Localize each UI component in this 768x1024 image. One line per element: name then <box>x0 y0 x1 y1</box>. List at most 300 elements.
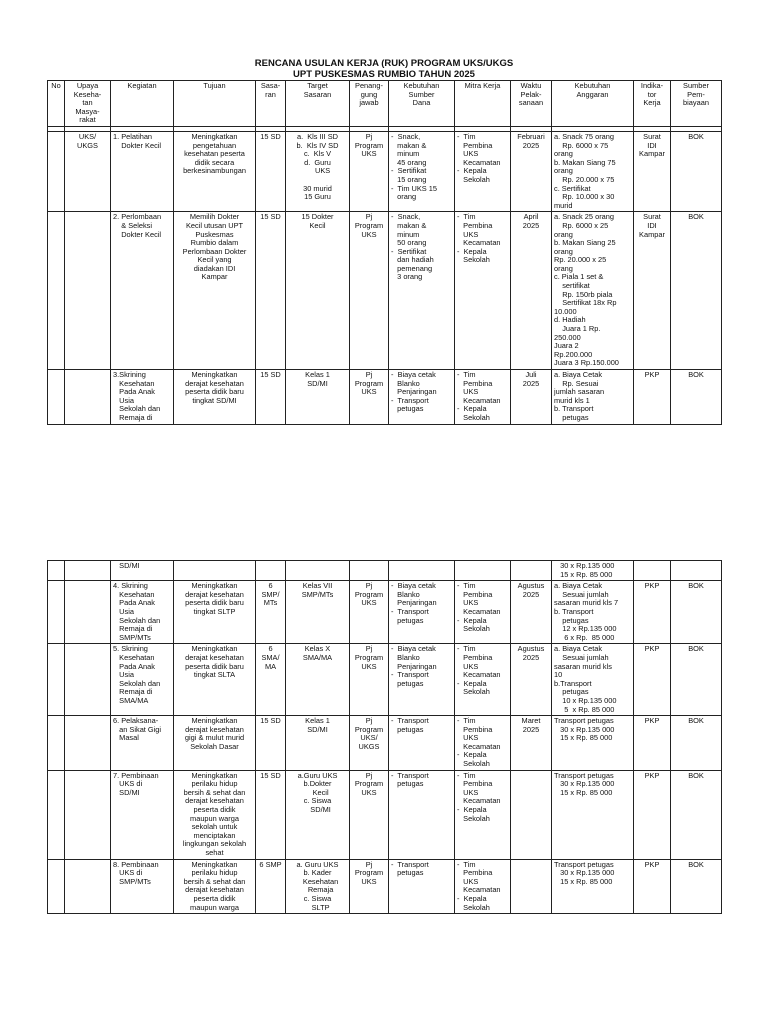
text-line: gigi & mulut murid <box>184 733 245 743</box>
text-line: PKP <box>644 770 660 780</box>
text-line: 4. Skrining <box>113 581 148 591</box>
tujuan-cell <box>174 770 256 859</box>
text-line: SD/MI <box>307 724 328 734</box>
text-line: diadakan IDI <box>193 263 236 273</box>
indikator-cell <box>634 716 671 771</box>
ruk-table-page2 <box>47 560 722 914</box>
text-line: SLTP <box>305 902 330 912</box>
text-line: UKS <box>361 598 377 608</box>
text-line: BOK <box>688 131 704 141</box>
text-line: UKS <box>361 787 377 797</box>
penanggung-jawab-cell <box>350 859 389 914</box>
mitra-kerja-cell <box>455 131 511 211</box>
text-line: MTs <box>263 598 278 608</box>
text-line: Target <box>307 81 328 90</box>
sumber-cell <box>671 561 722 581</box>
mitra-kerja-cell <box>455 859 511 914</box>
text-line: Kebutuhan <box>574 81 611 90</box>
no-cell <box>48 770 65 859</box>
text-line: Kecamatan <box>457 796 501 806</box>
text-line: 2025 <box>522 652 540 662</box>
kegiatan-cell <box>111 859 174 914</box>
text-line: orang <box>554 166 573 176</box>
text-line: derajat kesehatan <box>185 796 244 806</box>
text-line: & Seleksi <box>113 220 153 230</box>
no-cell <box>48 859 65 914</box>
sasaran-cell <box>256 644 286 716</box>
text-line: UKS <box>457 598 479 608</box>
upaya-cell <box>65 561 111 581</box>
text-line: Pembina <box>457 652 493 662</box>
tujuan-cell <box>174 370 256 425</box>
text-line: orang <box>554 149 573 159</box>
text-line: - Tim <box>457 370 476 379</box>
target-cell <box>286 770 350 859</box>
text-line: Rp. Sesuai <box>554 378 599 388</box>
text-line: Anggaran <box>576 89 609 99</box>
text-line: jumlah sasaran <box>554 387 605 397</box>
kegiatan-cell <box>111 370 174 425</box>
text-line: - Tim UKS 15 <box>391 183 437 193</box>
text-line: derajat kesehatan <box>185 652 244 662</box>
upaya-cell <box>65 770 111 859</box>
text-line: orang <box>554 229 573 239</box>
text-line: Penjaringan <box>391 661 437 671</box>
no-cell <box>48 370 65 425</box>
text-line: tingkat SLTA <box>193 670 236 680</box>
text-line: - Kepala <box>457 404 487 414</box>
text-line: petugas <box>391 779 424 789</box>
text-line: Meningkatkan <box>191 716 238 726</box>
text-line: b. Transport <box>554 606 594 616</box>
text-line: 15 x Rp. 85 000 <box>554 876 613 886</box>
anggaran-cell <box>552 770 634 859</box>
text-line: Masya- <box>75 106 100 116</box>
text-line: Maret <box>521 716 541 726</box>
text-line: Sasaran <box>303 89 332 99</box>
text-line: - Transport <box>391 859 429 869</box>
header-kebutuhan-dana <box>389 81 455 127</box>
kebutuhan-dana-cell <box>389 370 455 425</box>
text-line: Kecamatan <box>457 741 501 751</box>
kebutuhan-dana-cell <box>389 716 455 771</box>
text-line: Remaja <box>301 885 334 895</box>
text-line: 1. Pelatihan <box>113 131 153 141</box>
tujuan-cell <box>174 581 256 644</box>
text-line: a. Snack 25 orang <box>554 212 614 222</box>
text-line: UKS <box>457 661 479 671</box>
text-line: c. Siswa <box>303 796 332 806</box>
kegiatan-cell <box>111 212 174 370</box>
text-line: Blanko <box>391 378 420 388</box>
text-line: Memilih Dokter <box>189 212 240 222</box>
text-line: Dokter Kecil <box>113 229 162 239</box>
text-line: kesehatan peserta <box>184 149 245 159</box>
text-line: Surat <box>643 131 661 141</box>
text-line: derajat kesehatan <box>185 378 244 388</box>
mitra-kerja-cell <box>455 561 511 581</box>
text-line: Pj <box>365 212 373 222</box>
text-line: PKP <box>644 716 660 726</box>
text-line: b.Dokter <box>303 779 332 789</box>
anggaran-cell <box>552 370 634 425</box>
text-line: minum <box>391 229 420 239</box>
text-line: 3.Skrining <box>113 370 146 379</box>
text-line: didik secara <box>194 157 235 167</box>
penanggung-jawab-cell <box>350 370 389 425</box>
text-line: SD/MI <box>113 561 140 570</box>
text-line: sasaran murid kls <box>554 661 612 671</box>
anggaran-cell <box>552 561 634 581</box>
document-subtitle: UPT PUSKESMAS RUMBIO TAHUN 2025 <box>293 69 475 80</box>
text-line: 6 SMP <box>259 859 282 869</box>
text-line: Transport petugas <box>554 716 614 726</box>
text-line: Sekolah <box>457 255 490 265</box>
text-line: BOK <box>688 581 704 591</box>
text-line: Rp. 20.000 x 75 <box>554 174 615 184</box>
text-line: Pada Anak <box>113 661 155 671</box>
text-line: Pembina <box>457 220 493 230</box>
text-line: Transport petugas <box>554 770 614 780</box>
text-line: Pembina <box>457 779 493 789</box>
text-line: Perlombaan Dokter <box>182 246 247 256</box>
header-anggaran <box>552 81 634 127</box>
text-line: Kerja <box>643 98 661 108</box>
text-line: 15 x Rp. 85 000 <box>554 569 613 579</box>
indikator-cell <box>634 644 671 716</box>
upaya-cell <box>65 131 111 211</box>
text-line: Pj <box>365 131 373 141</box>
waktu-cell <box>511 561 552 581</box>
text-line: Pelak- <box>520 89 542 99</box>
text-line: - Tim <box>457 581 476 591</box>
kebutuhan-dana-cell <box>389 131 455 211</box>
upaya-cell <box>65 581 111 644</box>
text-line: Juli <box>525 370 537 379</box>
text-line: Program <box>354 652 384 662</box>
table-row <box>48 561 722 581</box>
sasaran-cell <box>256 770 286 859</box>
kebutuhan-dana-cell <box>389 212 455 370</box>
text-line: Meningkatkan <box>191 859 238 869</box>
text-line: Surat <box>643 212 661 222</box>
header-indikator <box>634 81 671 127</box>
text-line: SMA/MA <box>302 652 333 662</box>
kegiatan-cell <box>111 716 174 771</box>
text-line: BOK <box>688 770 704 780</box>
penanggung-jawab-cell <box>350 561 389 581</box>
sasaran-cell <box>256 716 286 771</box>
text-line: Pembina <box>457 724 493 734</box>
upaya-cell <box>65 212 111 370</box>
kebutuhan-dana-cell <box>389 561 455 581</box>
text-line: Pj <box>365 644 373 654</box>
text-line: 2025 <box>522 220 540 230</box>
text-line: Blanko <box>391 589 420 599</box>
no-cell <box>48 716 65 771</box>
text-line: Sesuai jumlah <box>554 589 609 599</box>
text-line: - Transport <box>391 606 429 616</box>
text-line: Pada Anak <box>113 598 155 608</box>
text-line: peserta didik baru <box>185 387 244 397</box>
text-line: Meningkatkan <box>191 131 238 141</box>
text-line: 15 SD <box>260 770 281 780</box>
text-line: - Kepala <box>457 615 487 625</box>
text-line: 15 SD <box>260 716 281 726</box>
text-line: Waktu <box>520 81 542 90</box>
table-row <box>48 370 722 425</box>
tujuan-cell <box>174 644 256 716</box>
text-line: Pembina <box>457 589 493 599</box>
text-line: orang <box>554 263 573 273</box>
table-row <box>48 212 722 370</box>
penanggung-jawab-cell <box>350 770 389 859</box>
no-cell <box>48 212 65 370</box>
text-line: derajat kesehatan <box>185 724 244 734</box>
table-header-row <box>48 81 722 127</box>
target-cell <box>286 131 350 211</box>
anggaran-cell <box>552 131 634 211</box>
text-line: petugas <box>391 678 424 688</box>
text-line: murid kls 1 <box>554 395 590 405</box>
text-line: PKP <box>644 644 660 654</box>
text-line: UKS <box>361 229 377 239</box>
text-line: Kesehatan <box>113 378 155 388</box>
upaya-cell <box>65 644 111 716</box>
header-sasaran <box>256 81 286 127</box>
text-line: 10 <box>554 670 563 680</box>
anggaran-cell <box>552 644 634 716</box>
sasaran-cell <box>256 581 286 644</box>
text-line: PKP <box>644 581 660 591</box>
text-line: Rp. 10.000 x 30 <box>554 192 615 202</box>
kegiatan-cell <box>111 644 174 716</box>
text-line: Kampar <box>639 149 665 159</box>
text-line: Sekolah <box>457 412 490 422</box>
text-line: petugas <box>391 868 424 878</box>
upaya-cell <box>65 859 111 914</box>
text-line: - Transport <box>391 670 429 680</box>
indikator-cell <box>634 561 671 581</box>
no-cell <box>48 561 65 581</box>
text-line: 30 murid <box>303 183 332 193</box>
text-line: b.Transport <box>554 678 592 688</box>
text-line: 15 SD <box>260 131 281 141</box>
kebutuhan-dana-cell <box>389 581 455 644</box>
text-line: BOK <box>688 859 704 869</box>
text-line: 2025 <box>522 140 540 150</box>
text-line: Sertifikat 18x Rp <box>554 298 617 308</box>
text-line: BOK <box>688 212 704 222</box>
text-line: - Sertifikat <box>391 166 427 176</box>
text-line: Transport petugas <box>554 859 614 869</box>
text-line: UKS <box>457 733 479 743</box>
text-line: maupun warga <box>190 813 239 823</box>
text-line: - Sertifikat <box>391 246 427 256</box>
text-line: - Transport <box>391 395 429 405</box>
text-line: - Biaya cetak <box>391 370 436 379</box>
text-line: Usia <box>113 606 134 616</box>
text-line: Rp. 20.000 x 25 <box>554 255 607 265</box>
text-line: SMA/ <box>261 652 280 662</box>
text-line: SMP/MTs <box>113 632 151 642</box>
text-line: - Tim <box>457 131 476 141</box>
mitra-kerja-cell <box>455 581 511 644</box>
sasaran-cell <box>256 370 286 425</box>
text-line: a. Snack 75 orang <box>554 131 614 141</box>
text-line: a. Biaya Cetak <box>554 644 603 654</box>
text-line: Rp. 6000 x 75 <box>554 140 609 150</box>
text-line: Pembina <box>457 868 493 878</box>
text-line: - Tim <box>457 859 476 869</box>
indikator-cell <box>634 859 671 914</box>
table-row <box>48 644 722 716</box>
text-line: Sasa- <box>260 81 281 90</box>
text-line: Pj <box>365 370 373 379</box>
text-line: an Sikat Gigi <box>113 724 162 734</box>
text-line: Agustus <box>517 581 545 591</box>
text-line: Kesehatan <box>113 589 155 599</box>
text-line: Kampar <box>639 229 665 239</box>
text-line: - Kepala <box>457 893 487 903</box>
header-sumber <box>671 81 722 127</box>
text-line: BOK <box>688 644 704 654</box>
text-line: c. Piala 1 set & <box>554 272 604 282</box>
text-line: 12 x Rp.135 000 <box>554 624 617 634</box>
mitra-kerja-cell <box>455 770 511 859</box>
kebutuhan-dana-cell <box>389 859 455 914</box>
text-line: b. Kader <box>303 868 332 878</box>
text-line: petugas <box>554 687 589 697</box>
text-line: Rp. 150rb piala <box>554 289 613 299</box>
waktu-cell <box>511 370 552 425</box>
text-line: c. Sertifikat <box>554 183 591 193</box>
sumber-cell <box>671 370 722 425</box>
text-line: Blanko <box>391 652 420 662</box>
text-line: Juara 3 Rp.150.000 <box>554 358 619 368</box>
text-line: Sekolah <box>457 813 490 823</box>
text-line: Pj <box>365 770 373 780</box>
text-line: Pj <box>365 716 373 726</box>
text-line: 6 <box>268 581 273 591</box>
text-line: a. Biaya Cetak <box>554 581 603 591</box>
target-cell <box>286 644 350 716</box>
anggaran-cell <box>552 212 634 370</box>
text-line: Meningkatkan <box>191 770 238 780</box>
text-line: Sekolah dan <box>113 678 161 688</box>
tujuan-cell <box>174 561 256 581</box>
text-line: BOK <box>688 716 704 726</box>
text-line: Kelas X <box>304 644 331 654</box>
target-cell <box>286 716 350 771</box>
text-line: 30 x Rp.135 000 <box>554 724 615 734</box>
text-line: c. Siswa <box>303 893 332 903</box>
mitra-kerja-cell <box>455 644 511 716</box>
text-line: 6. Pelaksana- <box>113 716 159 726</box>
text-line: 10.000 <box>554 306 577 316</box>
indikator-cell <box>634 212 671 370</box>
text-line: Kecamatan <box>457 885 501 895</box>
table-row <box>48 859 722 914</box>
text-line: dan hadiah <box>391 255 434 265</box>
mitra-kerja-cell <box>455 716 511 771</box>
text-line: - Transport <box>391 770 429 780</box>
penanggung-jawab-cell <box>350 212 389 370</box>
text-line: tingkat SD/MI <box>192 395 237 405</box>
waktu-cell <box>511 859 552 914</box>
sumber-cell <box>671 212 722 370</box>
text-line: - Kepala <box>457 805 487 815</box>
text-line: derajat kesehatan <box>185 885 244 895</box>
waktu-cell <box>511 644 552 716</box>
table-row <box>48 770 722 859</box>
text-line: Sumber <box>683 81 709 90</box>
text-line: - Tim <box>457 212 476 222</box>
penanggung-jawab-cell <box>350 716 389 771</box>
text-line: Penjaringan <box>391 598 437 608</box>
text-line: murid <box>554 200 573 210</box>
anggaran-cell <box>552 716 634 771</box>
text-line: Sekolah <box>457 759 490 769</box>
text-line: Kesehatan <box>296 876 339 886</box>
text-line: IDI <box>647 140 657 150</box>
target-cell <box>286 859 350 914</box>
tujuan-cell <box>174 716 256 771</box>
text-line: bersih & sehat dan <box>183 787 246 797</box>
text-line: perilaku hidup <box>191 779 238 789</box>
header-mitra-kerja: Mitra Kerja <box>455 81 511 127</box>
text-line: 45 orang <box>391 157 427 167</box>
text-line: UKS <box>361 876 377 886</box>
text-line: 2025 <box>522 724 540 734</box>
text-line: UKS <box>457 149 479 159</box>
text-line: Indika- <box>640 81 664 90</box>
text-line: jawab <box>359 98 379 108</box>
upaya-cell <box>65 370 111 425</box>
text-line: - Snack, <box>391 131 421 141</box>
text-line: UKS/ <box>78 131 97 141</box>
text-line: Usia <box>113 395 134 405</box>
text-line: peserta didik <box>193 805 236 815</box>
text-line: BOK <box>688 370 704 379</box>
text-line: Juara 1 Rp. <box>554 324 601 334</box>
text-line: Pem- <box>687 89 705 99</box>
text-line: Program <box>354 220 384 230</box>
text-line: Pada Anak <box>113 387 155 397</box>
text-line: bersih & sehat dan <box>183 876 246 886</box>
header-kegiatan: Kegiatan <box>111 81 174 127</box>
text-line: SD/MI <box>304 805 331 815</box>
text-line: Februari <box>517 131 545 141</box>
text-line: Sekolah <box>457 902 490 912</box>
mitra-kerja-cell <box>455 212 511 370</box>
anggaran-cell <box>552 859 634 914</box>
penanggung-jawab-cell <box>350 131 389 211</box>
kegiatan-cell <box>111 770 174 859</box>
sumber-cell <box>671 770 722 859</box>
text-line: Puskesmas <box>195 229 234 239</box>
text-line: gung <box>360 89 378 99</box>
text-line: Usia <box>113 670 134 680</box>
text-line: 15 SD <box>260 370 281 379</box>
text-line: UKS <box>457 229 479 239</box>
text-line: - Kepala <box>457 678 487 688</box>
text-line: PKP <box>644 370 660 379</box>
target-cell <box>286 212 350 370</box>
text-line: - Snack, <box>391 212 421 222</box>
text-line: April <box>523 212 539 222</box>
header-tujuan: Tujuan <box>174 81 256 127</box>
